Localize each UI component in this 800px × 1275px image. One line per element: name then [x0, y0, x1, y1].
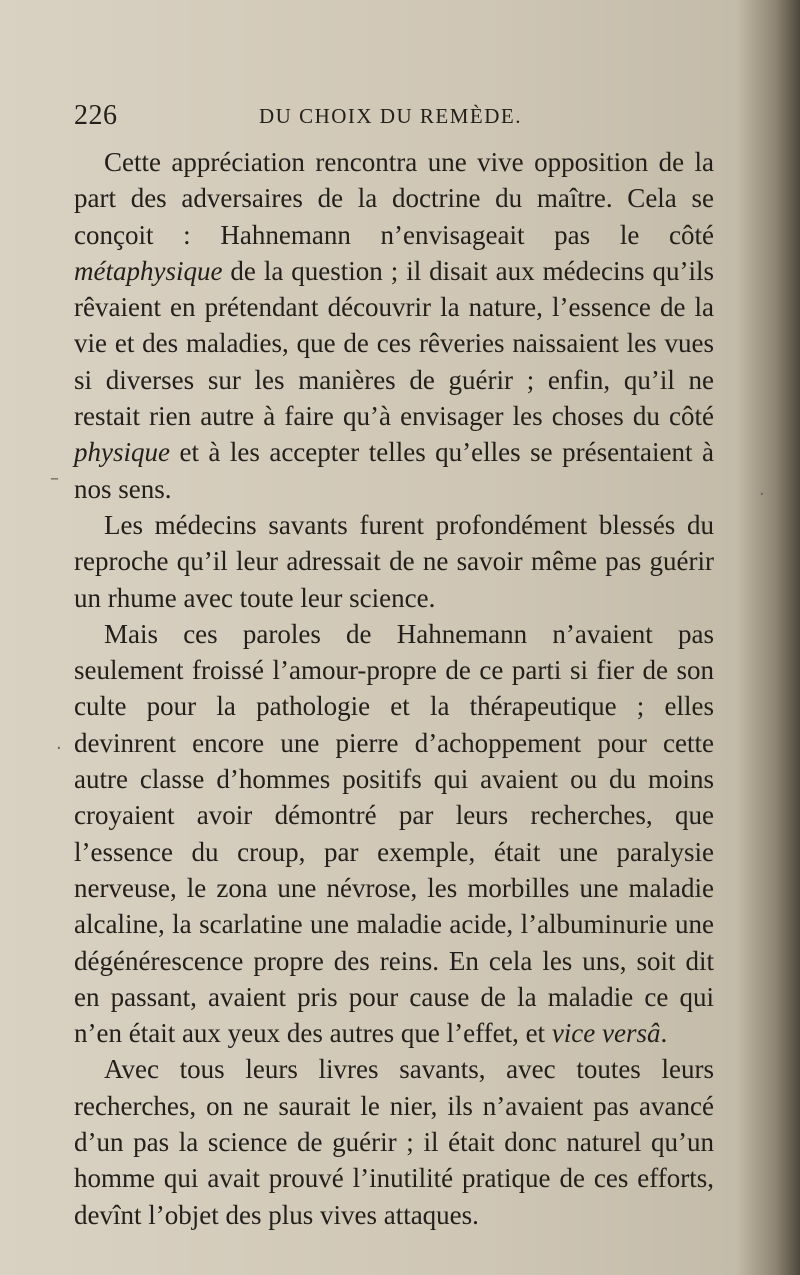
running-head: [74, 94, 714, 134]
italic-text: métaphysique: [74, 255, 223, 286]
book-page: [74, 94, 714, 1233]
text-run: .: [660, 1018, 668, 1049]
body-text: [74, 144, 714, 1233]
paragraph: [74, 144, 714, 507]
margin-dot-mark: ·: [56, 738, 62, 759]
text-run: et à les accepter telles qu’elles se présentaient à nos sens.: [74, 437, 714, 504]
italic-text: vice versâ: [551, 1018, 661, 1049]
text-run: Avec tous leurs livres savants, avec toutes leurs recherches, on ne saurait le nier, ils n’avaient pas avancé d’un pas la science de guérir ; il était donc naturel qu’un homme qui avait prouvé l’inutilité pratique de ces efforts, devînt l’objet des plus vives attaques.: [74, 1054, 714, 1230]
page-number: 226: [74, 100, 118, 131]
text-run: Mais ces paroles de Hahnemann n’avaient pas seulement froissé l’amour-propre de ce parti si fier de son culte pour la pathologie et la thérapeutique ; elles devinrent encore une pierre d’achoppement pour cette autre classe d’hommes positifs qui avaient ou du moins croyaient avoir démontré par leurs recherches, que l’essence du croup, par exemple, était une paralysie nerveuse, le zona une névrose, les morbilles une maladie alcaline, la scarlatine une maladie acide, l’albuminurie une dégénérescence propre des reins. En cela les uns, soit dit en passant, avaient pris pour cause de la maladie ce qui n’en était aux yeux des autres que l’effet, et: [74, 618, 714, 1049]
text-run: Les médecins savants furent profondément blessés du reproche qu’il leur adressait de ne savoir même pas guérir un rhume avec toute leur science.: [74, 509, 714, 613]
paragraph: [74, 507, 714, 616]
margin-dash-mark: –: [50, 468, 59, 489]
paragraph: [74, 1051, 714, 1232]
margin-dot-mark: ·: [759, 484, 765, 505]
text-run: Cette appréciation rencontra une vive opposition de la part des adversaires de la doctrine du maître. Cela se conçoit : Hahnemann n’envisageait pas le côté: [74, 147, 714, 250]
text-run: de la question ; il disait aux médecins qu’ils rêvaient en prétendant découvrir la nature, l’essence de la vie et des maladies, que de ces rêveries naissaient les vues si diverses sur les manières de guérir ; enfin, qu’il ne restait rien autre à faire qu’à envisager les choses du côté: [74, 255, 714, 432]
italic-text: physique: [74, 437, 170, 468]
paragraph: [74, 616, 714, 1052]
running-title: DU CHOIX DU REMÈDE.: [259, 104, 522, 128]
